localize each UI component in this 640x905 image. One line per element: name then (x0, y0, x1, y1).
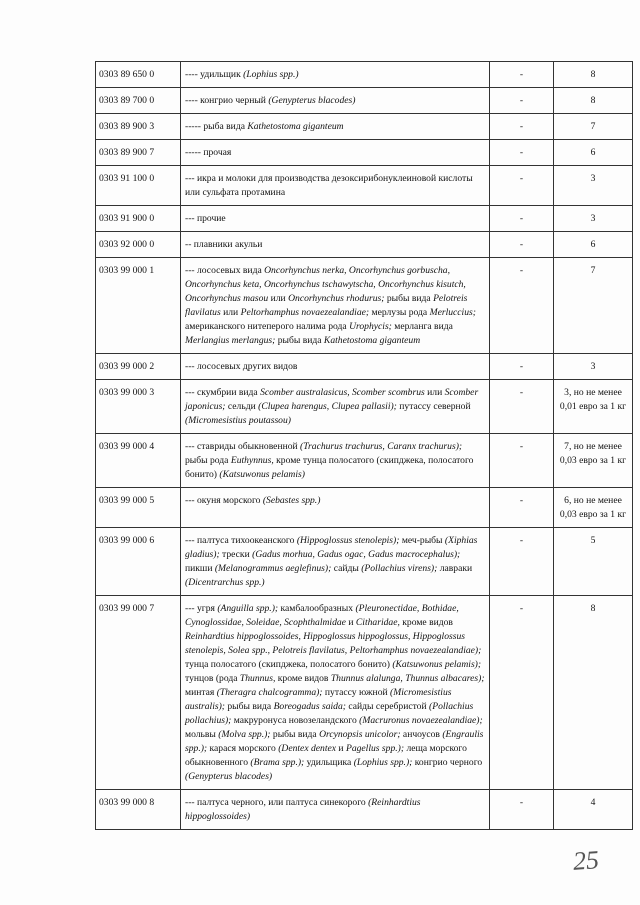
latin-name-text: Oncorhynchus nerka, Oncorhynchus gorbuscha, Oncorhynchus keta, Oncorhynchus tschawytscha, Oncorhynchus kisutch, Oncorhynchus masou (185, 265, 466, 304)
commodity-code: 0303 89 650 0 (96, 62, 181, 88)
duty-rate: 8 (554, 88, 633, 114)
description-text: --- палтуса тихоокеанского (185, 535, 297, 546)
commodity-code: 0303 99 000 6 (96, 528, 181, 596)
description-text: сайды (331, 563, 362, 574)
unit-cell: - (490, 206, 554, 232)
latin-name-text: (Genypterus blacodes) (268, 95, 356, 106)
latin-name-text: (Lophius spp.); (353, 757, 413, 768)
commodity-code: 0303 99 000 1 (96, 258, 181, 354)
unit-cell: - (490, 62, 554, 88)
latin-name-text: (Theragra chalcogramma); (216, 687, 323, 698)
description-text: или (424, 387, 445, 398)
table-row (96, 488, 633, 528)
commodity-code: 0303 89 700 0 (96, 88, 181, 114)
latin-name-text: (Pollachius pollachius); (185, 701, 474, 726)
description-text: --- лососевых других видов (185, 361, 298, 372)
unit-cell: - (490, 596, 554, 790)
description-text: макруронуса новозеландского (231, 715, 360, 726)
latin-name-text: (Xiphias gladius); (185, 535, 478, 560)
commodity-description (181, 232, 490, 258)
description-text: ----- рыба вида (185, 121, 248, 132)
unit-cell: - (490, 232, 554, 258)
description-text: меч-рыбы (399, 535, 445, 546)
latin-name-text: (Gadus morhua, Gadus ogac, Gadus macrocephalus); (252, 549, 461, 560)
table-row (96, 790, 633, 830)
duty-rate: 5 (554, 528, 633, 596)
description-text: путассу северной (396, 401, 471, 412)
latin-name-text: Orcynopsis unicolor; (319, 729, 401, 740)
latin-name-text: (Molva spp.); (218, 729, 271, 740)
commodity-description (181, 206, 490, 232)
description-text: леща морского обыкновенного (185, 743, 467, 768)
latin-name-text: Citharidae, (355, 617, 400, 628)
commodity-code: 0303 99 000 2 (96, 354, 181, 380)
commodity-description (181, 354, 490, 380)
latin-name-text: Merluccius; (429, 307, 476, 318)
description-text: тунцов (рода (185, 673, 240, 684)
latin-name-text: Urophycis; (349, 321, 392, 332)
tariff-table-body (96, 62, 633, 830)
table-row (96, 166, 633, 206)
latin-name-text: (Engraulis spp.); (185, 729, 484, 754)
description-text: --- ставриды обыкновенной (185, 441, 301, 452)
table-row (96, 62, 633, 88)
latin-name-text: Scomber japonicus; (185, 387, 479, 412)
unit-cell: - (490, 258, 554, 354)
unit-cell: - (490, 88, 554, 114)
description-text: сельди (225, 401, 259, 412)
latin-name-text: Euthynnus, (230, 455, 274, 466)
commodity-code: 0303 89 900 3 (96, 114, 181, 140)
commodity-description (181, 596, 490, 790)
duty-rate: 7, но не менее 0,03 евро за 1 кг (554, 434, 633, 488)
description-text: сайды серебристой (345, 701, 430, 712)
unit-cell: - (490, 140, 554, 166)
description-text: рыбы вида (384, 293, 434, 304)
description-text: --- икра и молоки для производства дезоксирибонуклеиновой кислоты или сульфата протамина (185, 173, 473, 198)
commodity-description (181, 380, 490, 434)
commodity-code: 0303 89 900 7 (96, 140, 181, 166)
latin-name-text: Reinhardtius hippoglossoides, Hippoglossus hippoglossus, Hippoglossus stenolepis, Solea spp., Pelotreis flavilatus, Peltorhamphus novaezealandiae); (185, 631, 482, 656)
latin-name-text: Thunnus alalunga, Thunnus albacares); (330, 673, 485, 684)
commodity-code: 0303 99 000 7 (96, 596, 181, 790)
description-text: рыбы вида (224, 701, 274, 712)
latin-name-text: (Hippoglossus stenolepis); (296, 535, 400, 546)
table-row (96, 380, 633, 434)
commodity-description (181, 114, 490, 140)
unit-cell: - (490, 380, 554, 434)
description-text: мерланга вида (391, 321, 453, 332)
description-text: кроме видов (399, 617, 453, 628)
table-row (96, 528, 633, 596)
latin-name-text: (Melanogrammus aeglefinus); (214, 563, 332, 574)
tariff-table-page (95, 61, 627, 830)
latin-name-text: (Genypterus blacodes) (185, 771, 273, 782)
commodity-description (181, 790, 490, 830)
description-text: кроме видов (275, 673, 331, 684)
table-row (96, 206, 633, 232)
table-row (96, 232, 633, 258)
duty-rate: 8 (554, 62, 633, 88)
description-text: американского нитеперого налима рода (185, 321, 350, 332)
description-text: --- угря (185, 603, 218, 614)
description-text: лавраки (437, 563, 473, 574)
commodity-description (181, 88, 490, 114)
latin-name-text: (Micromesistius australis); (185, 687, 452, 712)
commodity-code: 0303 99 000 4 (96, 434, 181, 488)
description-text: анчоусов (400, 729, 443, 740)
commodity-description (181, 140, 490, 166)
description-text: тунца полосатого (скипджека, полосатого бонито) (185, 659, 393, 670)
table-row (96, 434, 633, 488)
description-text: рыбы рода (185, 455, 231, 466)
description-text: --- палтуса черного, или палтуса синекорого (185, 797, 369, 808)
latin-name-text: (Micromesistius poutassou) (185, 415, 291, 426)
description-text: пикши (185, 563, 215, 574)
table-row (96, 88, 633, 114)
latin-name-text: (Anguilla spp.); (217, 603, 279, 614)
description-text: ----- прочая (185, 147, 232, 158)
page-number: 25 (571, 845, 600, 876)
commodity-code: 0303 91 100 0 (96, 166, 181, 206)
description-text: рыбы вида (275, 335, 324, 346)
latin-name-text: (Dentex dentex (278, 743, 337, 754)
duty-rate: 3 (554, 206, 633, 232)
description-text: или (268, 293, 289, 304)
unit-cell: - (490, 434, 554, 488)
latin-name-text: (Lophius spp.) (243, 69, 299, 80)
description-text: или (220, 307, 241, 318)
duty-rate: 7 (554, 114, 633, 140)
description-text: трески (219, 549, 253, 560)
description-text: --- прочие (185, 213, 226, 224)
tariff-table (95, 61, 633, 830)
latin-name-text: (Clupea harengus, Clupea pallasii); (258, 401, 397, 412)
latin-name-text: Pelotreis flavilatus (185, 293, 468, 318)
duty-rate: 3 (554, 354, 633, 380)
duty-rate: 6 (554, 140, 633, 166)
duty-rate: 3 (554, 166, 633, 206)
commodity-description (181, 434, 490, 488)
latin-name-text: Kathetostoma giganteum (323, 335, 421, 346)
latin-name-text: (Sebastes spp.) (262, 495, 321, 506)
unit-cell: - (490, 790, 554, 830)
latin-name-text: (Macruronus novaezealandiae); (359, 715, 483, 726)
table-row (96, 114, 633, 140)
description-text: путассу южной (322, 687, 391, 698)
duty-rate: 7 (554, 258, 633, 354)
description-text: ---- конгрио черный (185, 95, 269, 106)
unit-cell: - (490, 528, 554, 596)
latin-name-text: Oncorhynchus rhodurus; (288, 293, 385, 304)
commodity-code: 0303 91 900 0 (96, 206, 181, 232)
duty-rate: 6, но не менее 0,03 евро за 1 кг (554, 488, 633, 528)
latin-name-text: Kathetostoma giganteum (247, 121, 344, 132)
description-text: и (345, 617, 356, 628)
description-text: и (336, 743, 346, 754)
description-text: --- лососевых вида (185, 265, 265, 276)
duty-rate: 3, но не менее 0,01 евро за 1 кг (554, 380, 633, 434)
description-text: рыбы вида (270, 729, 320, 740)
description-text: мерлузы рода (369, 307, 430, 318)
description-text: --- скумбрии вида (185, 387, 261, 398)
commodity-code: 0303 92 000 0 (96, 232, 181, 258)
latin-name-text: Boreogadus saida; (273, 701, 346, 712)
unit-cell: - (490, 114, 554, 140)
description-text: ---- удильщик (185, 69, 244, 80)
latin-name-text: (Brama spp.); (250, 757, 305, 768)
latin-name-text: Merlangius merlangus; (185, 335, 276, 346)
latin-name-text: (Pollachius virens); (361, 563, 438, 574)
latin-name-text: (Pleuronectidae, Bothidae, Cynoglossidae, Soleidae, Scophthalmidae (185, 603, 459, 628)
latin-name-text: Scomber australasicus, Scomber scombrus (260, 387, 425, 398)
commodity-description (181, 62, 490, 88)
description-text: минтая (185, 687, 217, 698)
description-text: мольвы (185, 729, 219, 740)
commodity-description (181, 166, 490, 206)
description-text: конгрио черного (412, 757, 483, 768)
commodity-code: 0303 99 000 8 (96, 790, 181, 830)
description-text: камбалообразных (278, 603, 356, 614)
description-text: -- плавники акульи (185, 239, 263, 250)
unit-cell: - (490, 354, 554, 380)
commodity-description (181, 528, 490, 596)
table-row (96, 140, 633, 166)
latin-name-text: Thunnus, (239, 673, 276, 684)
description-text: карася морского (207, 743, 279, 754)
latin-name-text: (Katsuwonus pelamis); (392, 659, 482, 670)
unit-cell: - (490, 488, 554, 528)
table-row (96, 596, 633, 790)
description-text: удильщика (304, 757, 354, 768)
latin-name-text: (Trachurus trachurus, Caranx trachurus); (300, 441, 463, 452)
unit-cell: - (490, 166, 554, 206)
commodity-code: 0303 99 000 5 (96, 488, 181, 528)
latin-name-text: Pagellus spp.); (345, 743, 405, 754)
latin-name-text: Peltorhamphus novaezealandiae; (240, 307, 370, 318)
description-text: --- окуня морского (185, 495, 263, 506)
table-row (96, 258, 633, 354)
latin-name-text: (Dicentrarchus spp.) (185, 577, 265, 588)
commodity-description (181, 258, 490, 354)
commodity-description (181, 488, 490, 528)
table-row (96, 354, 633, 380)
duty-rate: 8 (554, 596, 633, 790)
description-text: кроме тунца полосатого (скипджека, полосатого бонито) (185, 455, 474, 480)
duty-rate: 4 (554, 790, 633, 830)
duty-rate: 6 (554, 232, 633, 258)
latin-name-text: (Reinhardtius hippoglossoides) (185, 797, 421, 822)
commodity-code: 0303 99 000 3 (96, 380, 181, 434)
latin-name-text: (Katsuwonus pelamis) (219, 469, 305, 480)
